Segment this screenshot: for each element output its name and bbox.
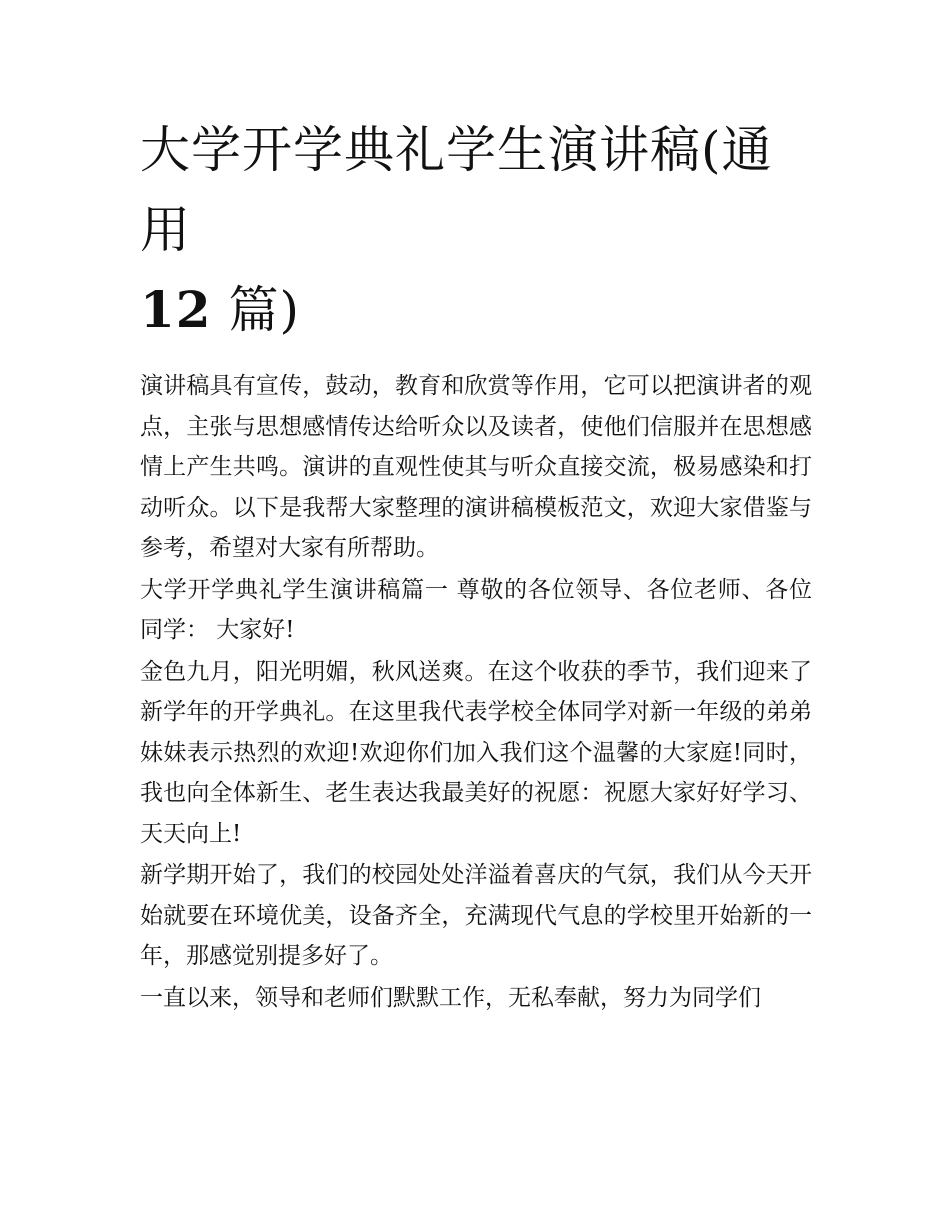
title-text: 大学开学典礼学生演讲稿(通用 <box>140 121 773 259</box>
title-suffix: 篇) <box>211 281 300 339</box>
paragraph-greeting: 大学开学典礼学生演讲稿篇一 尊敬的各位领导、各位老师、各位同学： 大家好! <box>140 576 812 643</box>
paragraph-teachers: 一直以来，领导和老师们默默工作，无私奉献，努力为同学们 <box>140 984 761 1011</box>
paragraph-welcome: 金色九月，阳光明媚，秋风送爽。在这个收获的季节，我们迎来了新学年的开学典礼。在这里我代表学校全体同学对新一年级的弟弟妹妹表示热烈的欢迎!欢迎你们加入我们这个温馨的大家庭!同时，我也向全体新生、老生表达我最美好的祝愿：祝愿大家好好学习、天天向上! <box>140 658 812 847</box>
document-title <box>140 110 812 350</box>
document-body <box>140 366 812 1018</box>
document-page <box>140 110 812 1019</box>
title-number: 12 <box>140 280 212 339</box>
paragraph-new-term: 新学期开始了，我们的校园处处洋溢着喜庆的气氛，我们从今天开始就要在环境优美，设备齐全，充满现代气息的学校里开始新的一年，那感觉别提多好了。 <box>140 862 812 969</box>
paragraph-intro: 演讲稿具有宣传，鼓动，教育和欣赏等作用，它可以把演讲者的观点，主张与思想感情传达给听众以及读者，使他们信服并在思想感情上产生共鸣。演讲的直观性使其与听众直接交流，极易感染和打动听众。以下是我帮大家整理的演讲稿模板范文，欢迎大家借鉴与参考，希望对大家有所帮助。 <box>140 373 812 561</box>
